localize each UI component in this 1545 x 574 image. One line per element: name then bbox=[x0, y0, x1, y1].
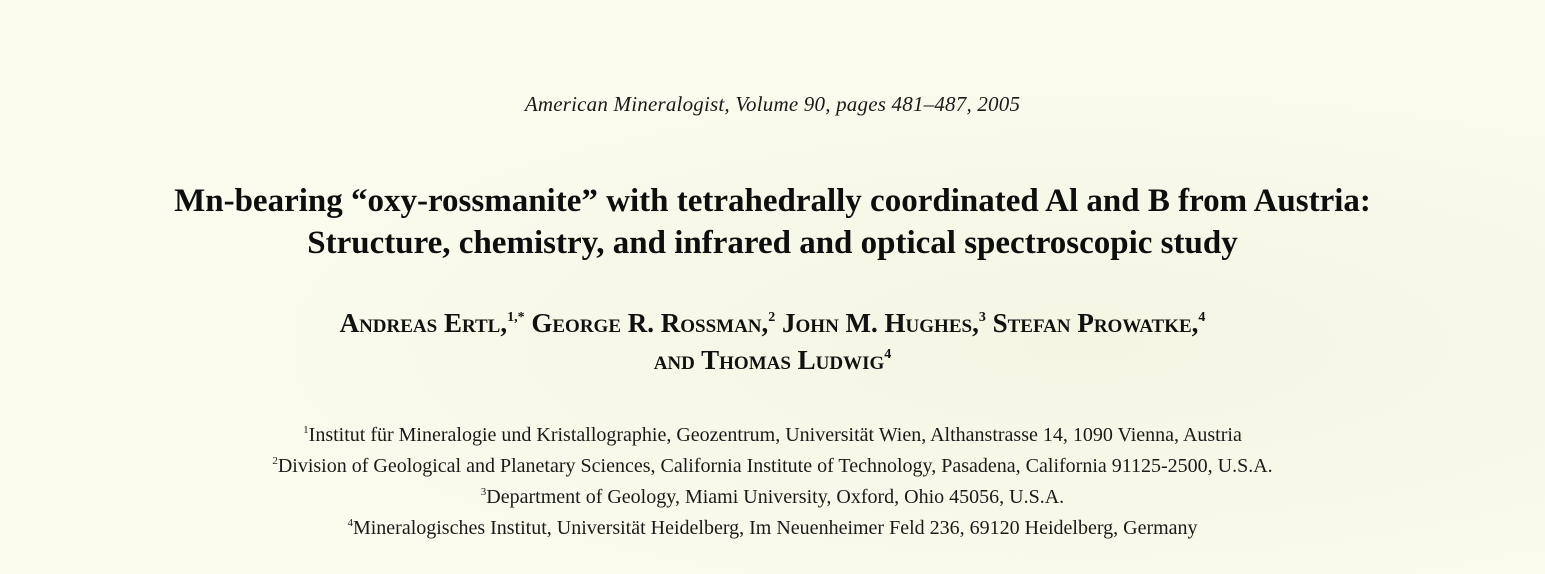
author: and Thomas Ludwig$^4$ bbox=[653, 345, 892, 375]
author-line-1 bbox=[0, 305, 1545, 342]
affiliation: $^3$Department of Geology, Miami University, Oxford, Ohio 45056, U.S.A. bbox=[480, 486, 1065, 508]
affiliation: $^2$Division of Geological and Planetary Sciences, California Institute of Technology, Pasadena, California 91125-2500, U.S.A. bbox=[272, 455, 1273, 477]
paper-title bbox=[0, 180, 1545, 264]
author-affiliation-mark: 1,* bbox=[507, 310, 525, 325]
affiliation-number: 1 bbox=[303, 424, 309, 436]
affiliation: $^4$Mineralogisches Institut, Universität Heidelberg, Im Neuenheimer Feld 236, 69120 Heidelberg, Germany bbox=[347, 517, 1198, 539]
author-affiliation-mark: 3 bbox=[978, 310, 986, 325]
author-list bbox=[0, 305, 1545, 379]
affiliation-number: 3 bbox=[480, 486, 487, 498]
author-affiliation-mark: 4 bbox=[1198, 310, 1206, 325]
affiliation-list bbox=[0, 420, 1545, 544]
author-affiliation-mark: 4 bbox=[884, 347, 892, 362]
journal-citation: American Mineralogist, Volume 90, pages 481–487, 2005 bbox=[524, 92, 1021, 116]
affiliation-number: 2 bbox=[272, 455, 278, 467]
author: George R. Rossman,$^2$ bbox=[531, 308, 776, 338]
author-line-2 bbox=[0, 342, 1545, 379]
author: Andreas Ertl,$^{1,*}$ bbox=[339, 308, 525, 338]
author: John M. Hughes,$^3$ bbox=[782, 308, 986, 338]
affiliation: $^1$Institut für Mineralogie und Kristallographie, Geozentrum, Universität Wien, Althanstrasse 14, 1090 Vienna, Austria bbox=[303, 424, 1242, 446]
title-line-1: Mn-bearing “oxy-rossmanite” with tetrahedrally coordinated Al and B from Austria: bbox=[174, 183, 1371, 219]
title-line-2: Structure, chemistry, and infrared and optical spectroscopic study bbox=[307, 225, 1238, 261]
affiliation-number: 4 bbox=[347, 517, 353, 529]
author-affiliation-mark: 2 bbox=[768, 310, 776, 325]
author: Stefan Prowatke,$^4$ bbox=[992, 308, 1206, 338]
